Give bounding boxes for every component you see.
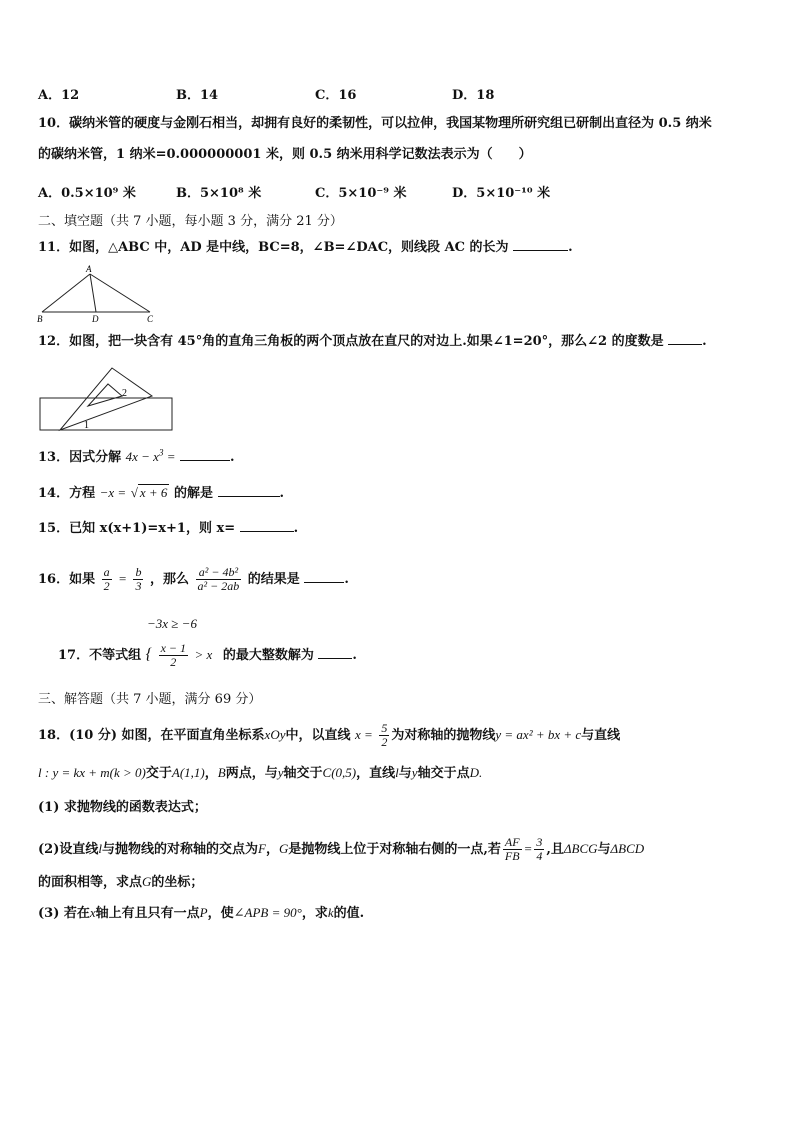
q11-median-ad xyxy=(90,274,96,312)
q13-stem: 13．因式分解 xyxy=(38,450,122,465)
q11-label-a: A xyxy=(86,264,92,274)
q18-sub2-line2-b: 的坐标； xyxy=(151,875,204,890)
q18-l-text6: 与 xyxy=(398,766,412,781)
q18-l-text1: 交于 xyxy=(145,766,172,781)
q18-sub3-c: ，使 xyxy=(207,906,234,921)
q18-subquestion-3 xyxy=(38,903,364,924)
q16-mid: ，那么 xyxy=(150,572,190,587)
q18-intro: 18．(10 分) 如图，在平面直角坐标系 xyxy=(38,728,265,743)
q18-l-text2: ， xyxy=(204,766,218,781)
section-2-title: 二、填空题（共 7 小题，每小题 3 分，满分 21 分） xyxy=(38,214,343,229)
q18-y-axis-1: y xyxy=(277,765,284,780)
q18-sub2-d: 是抛物线上位于对称轴右侧的一点,若 xyxy=(288,842,501,857)
q17-inequality-1: −3x ≥ −6 xyxy=(147,616,197,631)
q18-line-1 xyxy=(38,722,620,749)
q12-angle-1-label: 1 xyxy=(84,420,89,431)
q13-answer-blank[interactable] xyxy=(180,448,230,461)
q18-y-axis-2: y xyxy=(411,765,418,780)
q17-brace: { xyxy=(145,646,153,663)
q18-line-2 xyxy=(38,763,482,784)
q18-sub3-k: k xyxy=(327,905,334,920)
q11-side-ab xyxy=(42,274,90,312)
q16-equals: = xyxy=(118,571,127,586)
q18-sub3-a: (3) 若在 xyxy=(38,906,90,921)
q12-set-square-inner xyxy=(88,384,122,406)
q13-text: 13．因式分解 $4x - x^3$ = . xyxy=(38,447,235,465)
q18-axis-eq: x = xyxy=(355,727,373,742)
q18-sub3-e: 的值. xyxy=(333,906,365,921)
q16-answer-blank[interactable] xyxy=(304,570,344,583)
q11-label-b: B xyxy=(37,314,43,324)
q18-l-text5: ，直线 xyxy=(356,766,396,781)
q12-ruler xyxy=(40,398,172,430)
q14-stem: 14．方程 xyxy=(38,486,96,501)
q9-option-a: A．12 xyxy=(38,88,80,103)
q16-fraction-b-over-3: $\frac{b}{3}$ xyxy=(135,565,142,593)
q9-option-d: D．18 xyxy=(452,88,495,103)
q11-label-c: C xyxy=(147,314,154,324)
q18-sub3-p: P xyxy=(199,905,208,920)
q18-ratio-af-fb: $\frac{AF}{FB}$ xyxy=(504,835,520,863)
q13-expression: $4x - x^3$ = xyxy=(125,447,176,464)
q11-stem: 11．如图，△ABC 中，AD 是中线，BC=8，∠B=∠DAC，则线段 AC 的长为 xyxy=(38,240,509,255)
q18-ratio-3-4: $\frac{3}{4}$ xyxy=(536,835,543,863)
q18-point-b: B xyxy=(217,765,226,780)
q16-fraction-expression: $\frac{\text{a² − 4b²}}{\text{a² − 2ab}}$ xyxy=(197,565,240,593)
q10-line-2: 的碳纳米管，1 纳米=0.000000001 米，则 0.5 纳米用科学记数法表示为（ ） xyxy=(38,147,532,162)
q18-line-l: l : y = kx + m(k > 0) xyxy=(38,765,146,780)
q18-point-c: C(0,5) xyxy=(322,765,357,780)
q18-triangle-bcg: ΔBCG xyxy=(563,841,598,856)
q16-fraction-a-over-2: $\frac{a}{2}$ xyxy=(103,565,110,593)
q17-answer-blank[interactable] xyxy=(318,646,352,659)
q16-prefix: 16．如果 xyxy=(38,572,96,587)
q18-sub2-l: l xyxy=(98,841,102,856)
q12-stem: 12．如图，把一块含有 45°角的直角三角板的两个顶点放在直尺的对边上.如果∠1=20°，那么∠2 的度数是 xyxy=(38,334,664,349)
q14-suffix: 的解是 xyxy=(173,486,213,501)
q17-rhs: > x xyxy=(194,647,213,662)
q17-suffix: 的最大整数解为 xyxy=(222,648,314,663)
q18-subquestion-2-line-2 xyxy=(38,872,203,893)
q18-sub2-a: (2)设直线 xyxy=(38,842,99,857)
q14-sqrt: √ x + 6 xyxy=(130,485,168,500)
q18-triangle-bcd: ΔBCD xyxy=(610,841,645,856)
q18-sub2-e: ,且 xyxy=(546,842,564,857)
q17-prefix: 17．不等式组 xyxy=(58,648,142,663)
q12-set-square-outer xyxy=(60,368,152,430)
q18-l-text7: 轴交于点 xyxy=(417,766,470,781)
q12-text: 12．如图，把一块含有 45°角的直角三角板的两个顶点放在直尺的对边上.如果∠1=20°，那么∠2 的度数是 . xyxy=(38,334,707,349)
q18-parabola: y = ax² + bx + c xyxy=(495,727,582,742)
q12-angle-2-label: 2 xyxy=(122,388,127,399)
q12-answer-blank[interactable] xyxy=(668,332,702,345)
q18-subquestion-2 xyxy=(38,836,644,863)
q15-text: 15．已知 x(x+1)=x+1，则 x= . xyxy=(38,521,299,536)
q18-p3: 为对称轴的抛物线 xyxy=(391,728,496,743)
q9-option-b: B．14 xyxy=(176,88,219,103)
q10-option-c: C．5×10⁻⁹ 米 xyxy=(315,186,407,201)
q18-p2: 中，以直线 xyxy=(285,728,351,743)
q18-l-text3: 两点，与 xyxy=(225,766,278,781)
q10-line-1: 10．碳纳米管的硬度与金刚石相当，却拥有良好的柔韧性，可以拉伸，我国某物理所研究组已研制出直径为 0.5 纳米 xyxy=(38,116,712,131)
q10-option-a: A．0.5×10⁹ 米 xyxy=(38,186,136,201)
q11-side-ac xyxy=(90,274,150,312)
q18-point-d: D. xyxy=(469,765,483,780)
q18-l-text4: 轴交于 xyxy=(283,766,323,781)
q18-sub3-b: 轴上有且只有一点 xyxy=(95,906,200,921)
q18-sub2-g: G xyxy=(278,841,289,856)
q14-lhs: −x = xyxy=(99,485,127,500)
q9-option-c: C．16 xyxy=(315,88,357,103)
q18-ratio-eq: = xyxy=(523,841,533,856)
q11-label-d: D xyxy=(92,314,99,324)
q11-answer-blank[interactable] xyxy=(513,238,568,251)
q15-stem: 15．已知 x(x+1)=x+1，则 x= xyxy=(38,521,236,536)
q15-answer-blank[interactable] xyxy=(240,519,294,532)
q18-sub2-f2: 与 xyxy=(597,842,611,857)
q18-sub2-line2-g: G xyxy=(142,874,152,889)
q14-answer-blank[interactable] xyxy=(218,484,280,497)
q16-text: 16．如果 $\frac{a}{2}$ = $\frac{b}{3}$ ，那么 $\frac{\text{a² − 4b²}}{\text{a² − 2ab}}$ 的结果是 . xyxy=(38,565,349,593)
q10-option-b: B．5×10⁸ 米 xyxy=(176,186,262,201)
q18-sub2-b: 与抛物线的对称轴的交点为 xyxy=(101,842,258,857)
q18-sub2-f: F xyxy=(258,841,266,856)
q11-text: 11．如图，△ABC 中，AD 是中线，BC=8，∠B=∠DAC，则线段 AC 的长为 . xyxy=(38,240,573,255)
q18-l-var: l xyxy=(395,765,399,780)
q17-fraction: $\frac{x - 1}{2}$ xyxy=(160,641,186,669)
q18-fraction-5-over-2: $\frac{5}{2}$ xyxy=(381,721,388,749)
q18-sub3-x: x xyxy=(89,905,96,920)
section-3-title: 三、解答题（共 7 小题，满分 69 分） xyxy=(38,692,262,707)
q14-text: 14．方程 −x = √ x + 6 的解是 . xyxy=(38,485,285,501)
q18-sub2-line2-a: 的面积相等，求点 xyxy=(38,875,143,890)
q18-xoy: xOy xyxy=(264,727,286,742)
q18-sub2-c: ， xyxy=(265,842,279,857)
q18-subquestion-1: (1) 求抛物线的函数表达式； xyxy=(38,800,207,815)
q18-sub3-d: ，求 xyxy=(301,906,328,921)
q18-sub3-angle: ∠APB = 90° xyxy=(233,905,302,920)
q10-option-d: D．5×10⁻¹⁰ 米 xyxy=(452,186,551,201)
q17-text: 17．不等式组 { $\frac{x - 1}{2}$ > x 的最大整数解为 . xyxy=(58,641,357,669)
q11-triangle-figure xyxy=(34,264,164,328)
q16-suffix: 的结果是 xyxy=(247,572,300,587)
q18-p4: 与直线 xyxy=(581,728,621,743)
q18-point-a: A(1,1) xyxy=(171,765,205,780)
q12-ruler-triangle-figure xyxy=(36,364,176,434)
